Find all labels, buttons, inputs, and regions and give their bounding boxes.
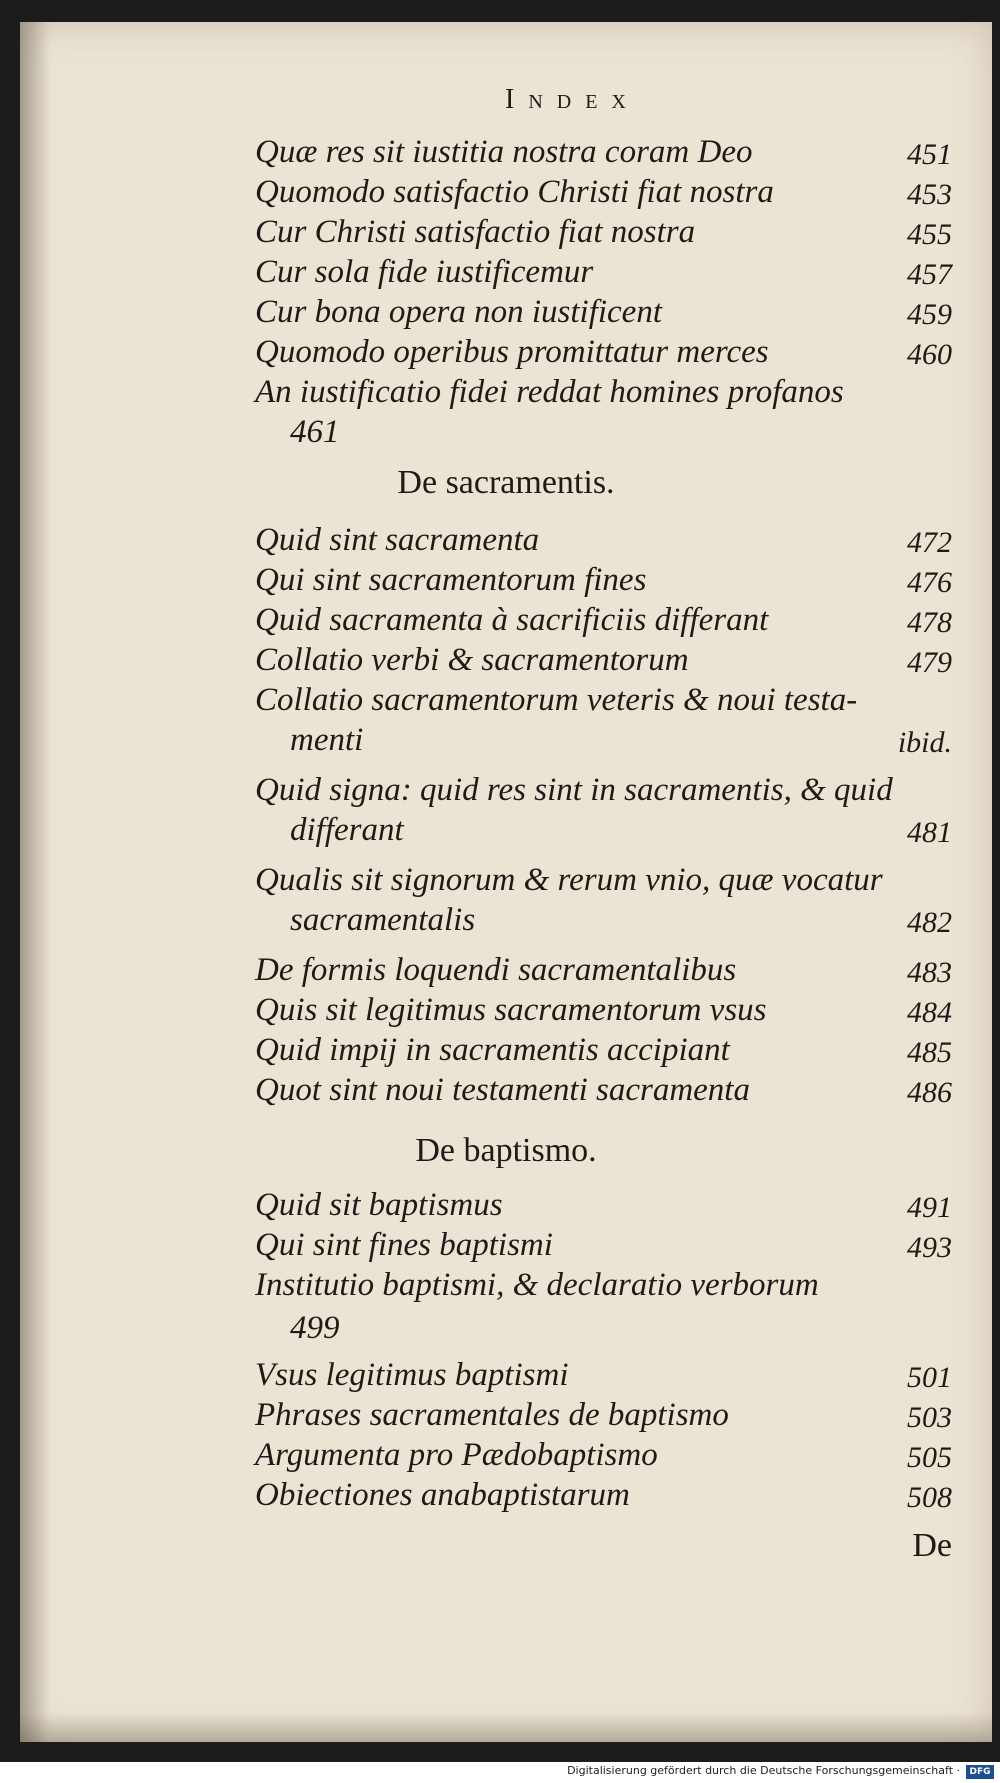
index-entry-continuation: sacramentalis [290, 902, 476, 938]
page-number: 501 [907, 1361, 952, 1394]
index-entry: Quomodo satisfactio Christi fiat nostra [255, 174, 774, 210]
index-entry-continuation: menti [290, 722, 364, 758]
page-number: 482 [907, 906, 952, 939]
running-head: Index [505, 84, 640, 115]
page-number: 485 [907, 1036, 952, 1069]
index-entry: Cur Christi satisfactio fiat nostra [255, 214, 696, 250]
index-entry: Quid sit baptismus [255, 1187, 503, 1223]
index-entry: Vsus legitimus baptismi [255, 1357, 569, 1393]
index-entry: Quis sit legitimus sacramentorum vsus [255, 992, 767, 1028]
catchword: De [912, 1527, 952, 1564]
page-number: 508 [907, 1481, 952, 1514]
page-number: 479 [907, 646, 952, 679]
index-entry: Quid sint sacramenta [255, 522, 540, 558]
index-entry: Quid impij in sacramentis accipiant [255, 1032, 730, 1068]
index-entry: Quæ res sit iustitia nostra coram Deo [255, 134, 753, 170]
page-number: 493 [907, 1231, 952, 1264]
page-number: 483 [907, 956, 952, 989]
index-entry: Qui sint fines baptismi [255, 1227, 553, 1263]
book-page [20, 22, 992, 1742]
page-number: 460 [907, 338, 952, 371]
page-number: ibid. [897, 726, 952, 759]
page-number: 484 [907, 996, 952, 1029]
index-entry: Qualis sit signorum & rerum vnio, quæ vocatur [255, 862, 883, 898]
index-entry: Quot sint noui testamenti sacramenta [255, 1072, 750, 1108]
page-number: 478 [907, 606, 952, 639]
index-entry: Quid sacramenta à sacrificiis differant [255, 602, 769, 638]
dfg-logo: DFG [966, 1765, 994, 1779]
page-edge-shadow [20, 1712, 992, 1742]
page-number: 453 [907, 178, 952, 211]
section-heading: De baptismo. [415, 1132, 597, 1169]
footer-bar [0, 1762, 1000, 1783]
page-number: 457 [907, 258, 952, 291]
funding-credit: Digitalisierung gefördert durch die Deutsche Forschungsgemeinschaft · [567, 1764, 960, 1777]
index-entry: Cur bona opera non iustificent [255, 294, 662, 330]
index-entry: An iustificatio fidei reddat homines profanos [255, 374, 844, 410]
index-entry: Cur sola fide iustificemur [255, 254, 594, 290]
page-number: 472 [907, 526, 952, 559]
page-number: 505 [907, 1441, 952, 1474]
page-number: 486 [907, 1076, 952, 1109]
index-entry: Qui sint sacramentorum fines [255, 562, 647, 598]
spine-shadow [20, 22, 50, 1742]
index-entry: Obiectiones anabaptistarum [255, 1477, 630, 1513]
index-entry: Collatio verbi & sacramentorum [255, 642, 689, 678]
index-entry-continuation: differant [290, 812, 404, 848]
index-entry: Quomodo operibus promittatur merces [255, 334, 769, 370]
page-number: 499 [290, 1310, 340, 1346]
page-number: 476 [907, 566, 952, 599]
section-heading: De sacramentis. [397, 464, 615, 501]
page-number: 481 [907, 816, 952, 849]
index-entry: Quid signa: quid res sint in sacramentis, & quid [255, 772, 893, 808]
page-number: 455 [907, 218, 952, 251]
page-number: 491 [907, 1191, 952, 1224]
index-entry: Phrases sacramentales de baptismo [255, 1397, 729, 1433]
index-entry: Argumenta pro Pædobaptismo [255, 1437, 658, 1473]
page-number: 459 [907, 298, 952, 331]
index-entry: De formis loquendi sacramentalibus [255, 952, 737, 988]
page-number: 461 [290, 414, 340, 450]
index-entry: Collatio sacramentorum veteris & noui testa- [255, 682, 858, 718]
page-number: 451 [907, 138, 952, 171]
index-entry: Institutio baptismi, & declaratio verborum [255, 1267, 819, 1303]
page-number: 503 [907, 1401, 952, 1434]
